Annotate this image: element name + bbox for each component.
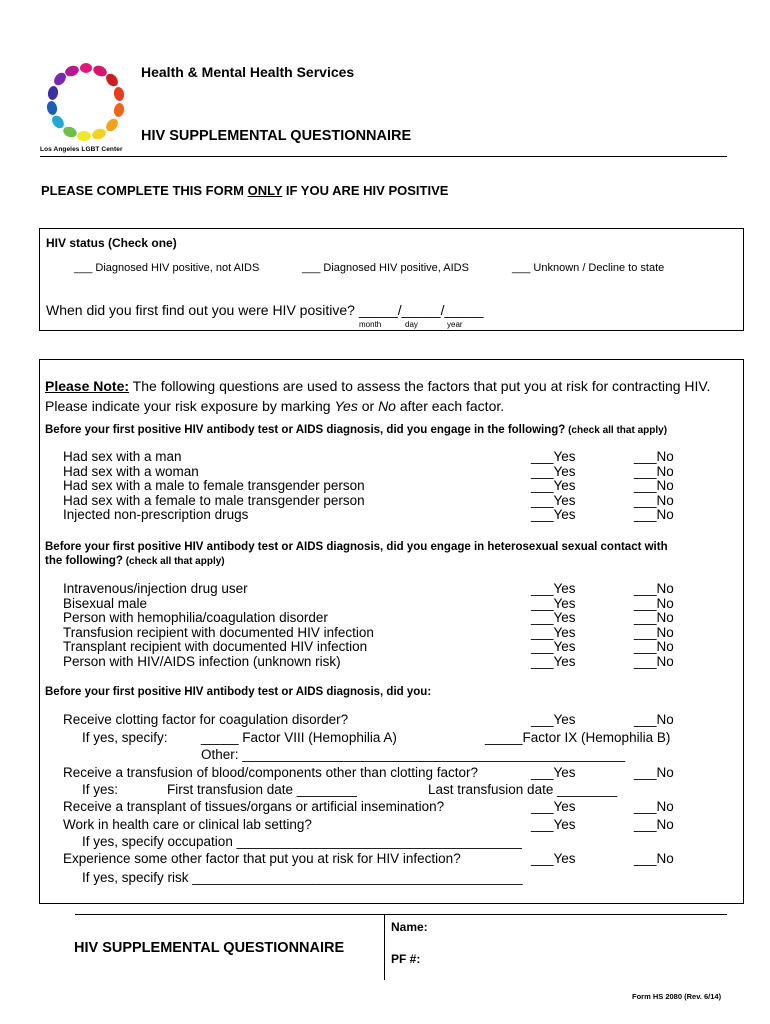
no-checkbox[interactable]: ___No xyxy=(634,624,674,640)
no-checkbox[interactable]: ___No xyxy=(634,639,674,654)
other-risk-field[interactable]: If yes, specify risk ____________________________________________ xyxy=(82,870,523,885)
no-checkbox[interactable]: ___No xyxy=(634,851,674,866)
center-logo xyxy=(38,60,134,144)
note-label: Please Note: xyxy=(45,378,130,394)
yes-checkbox[interactable]: ___Yes xyxy=(531,595,576,611)
yes-checkbox[interactable]: ___Yes xyxy=(531,507,576,522)
section1-items xyxy=(63,450,365,523)
logo-petal xyxy=(50,113,67,130)
no-checkbox[interactable]: ___No xyxy=(634,449,674,464)
yes-checkbox[interactable]: ___Yes xyxy=(531,799,576,814)
logo-petal xyxy=(113,102,125,118)
section2-heading: Before your first positive HIV antibody test or AIDS diagnosis, did you engage in heterosexual sexual contact with the following? (check all that apply) xyxy=(45,541,668,567)
yes-checkbox[interactable]: ___Yes xyxy=(531,463,576,479)
factor-viii-option[interactable]: _____ Factor VIII (Hemophilia A) xyxy=(201,730,397,745)
yes-checkbox[interactable]: ___Yes xyxy=(531,624,576,640)
logo-petal xyxy=(47,85,59,101)
section1-heading: Before your first positive HIV antibody test or AIDS diagnosis, did you engage in the following? (check all that apply) xyxy=(45,424,668,436)
list-item: Had sex with a woman xyxy=(63,463,199,479)
no-checkbox[interactable]: ___No xyxy=(634,799,674,814)
factor-ix-option[interactable]: _____Factor IX (Hemophilia B) xyxy=(485,730,671,745)
section2-no-column xyxy=(634,582,674,669)
yes-checkbox[interactable]: ___Yes xyxy=(531,610,576,625)
yes-checkbox[interactable]: ___Yes xyxy=(531,639,576,654)
no-checkbox[interactable]: ___No xyxy=(634,463,674,479)
note-line-2: Please indicate your risk exposure by marking Yes or No after each factor. xyxy=(45,398,505,414)
yes-checkbox[interactable]: ___Yes xyxy=(531,765,576,780)
date-label-year: year xyxy=(447,320,463,329)
footer-divider xyxy=(75,914,727,915)
note-line-1: Please Note: The following questions are used to assess the factors that put you at risk for contracting HIV. xyxy=(45,378,711,394)
logo-petal xyxy=(46,100,58,116)
logo-petal xyxy=(77,131,91,141)
status-option-aids[interactable]: ___ Diagnosed HIV positive, AIDS xyxy=(302,262,469,274)
logo-petal xyxy=(91,127,108,141)
yes-checkbox[interactable]: ___Yes xyxy=(531,851,576,866)
yes-checkbox[interactable]: ___Yes xyxy=(531,492,576,508)
logo-petal xyxy=(92,64,109,79)
list-item: Transplant recipient with documented HIV infection xyxy=(63,639,368,654)
q-transfusion-ifyes-label: If yes: xyxy=(82,782,119,797)
q-transfusion: Receive a transfusion of blood/components other than clotting factor? xyxy=(63,765,478,780)
q-other-factor: Experience some other factor that put you at risk for HIV infection? xyxy=(63,851,461,866)
no-checkbox[interactable]: ___No xyxy=(634,817,674,832)
list-item: Intravenous/injection drug user xyxy=(63,581,248,596)
status-option-not-aids[interactable]: ___ Diagnosed HIV positive, not AIDS xyxy=(74,262,260,274)
header-divider xyxy=(40,156,727,157)
form-instruction: PLEASE COMPLETE THIS FORM ONLY IF YOU ARE HIV POSITIVE xyxy=(41,183,449,198)
section2-yes-column xyxy=(531,582,576,669)
logo-petal xyxy=(113,86,125,102)
logo-petal xyxy=(104,116,121,133)
date-label-month: month xyxy=(359,320,382,329)
no-checkbox[interactable]: ___No xyxy=(634,765,674,780)
no-checkbox[interactable]: ___No xyxy=(634,478,674,493)
q-transplant: Receive a transplant of tissues/organs or artificial insemination? xyxy=(63,799,445,814)
page-title: HIV SUPPLEMENTAL QUESTIONNAIRE xyxy=(141,128,412,144)
yes-checkbox[interactable]: ___Yes xyxy=(531,581,576,596)
section1-yes-column xyxy=(531,450,576,523)
no-checkbox[interactable]: ___No xyxy=(634,492,674,508)
first-transfusion-date-field[interactable]: First transfusion date ________ xyxy=(167,782,357,797)
department-name: Health & Mental Health Services xyxy=(141,64,355,80)
section3-heading: Before your first positive HIV antibody test or AIDS diagnosis, did you: xyxy=(45,686,432,698)
no-checkbox[interactable]: ___No xyxy=(634,507,674,522)
logo-petal xyxy=(64,64,81,78)
list-item: Injected non-prescription drugs xyxy=(63,507,249,522)
q-clotting-ifyes-label: If yes, specify: xyxy=(82,730,168,745)
yes-checkbox[interactable]: ___Yes xyxy=(531,653,576,669)
pf-number-field-label[interactable]: PF #: xyxy=(391,952,421,966)
yes-checkbox[interactable]: ___Yes xyxy=(531,449,576,464)
no-checkbox[interactable]: ___No xyxy=(634,712,674,727)
name-field-label[interactable]: Name: xyxy=(391,920,428,934)
diagnosis-date-question[interactable]: When did you first find out you were HIV positive? _____/_____/_____ xyxy=(46,302,484,318)
org-caption: Los Angeles LGBT Center xyxy=(40,146,123,153)
yes-checkbox[interactable]: ___Yes xyxy=(531,478,576,493)
list-item: Person with hemophilia/coagulation disorder xyxy=(63,610,328,625)
logo-petal xyxy=(62,125,79,139)
clotting-other-field[interactable]: Other: ___________________________________________________ xyxy=(201,747,626,762)
list-item: Had sex with a female to male transgender person xyxy=(63,492,365,508)
list-item: Bisexual male xyxy=(63,595,148,611)
no-checkbox[interactable]: ___No xyxy=(634,595,674,611)
q-clotting-factor: Receive clotting factor for coagulation disorder? xyxy=(63,712,349,727)
form-number: Form HS 2080 (Rev. 6/14) xyxy=(632,992,722,1001)
list-item: Had sex with a man xyxy=(63,449,182,464)
instruction-emphasis: ONLY xyxy=(247,183,283,198)
list-item: Transfusion recipient with documented HIV infection xyxy=(63,624,374,640)
list-item: Person with HIV/AIDS infection (unknown risk) xyxy=(63,653,341,669)
footer-title: HIV SUPPLEMENTAL QUESTIONNAIRE xyxy=(74,940,345,956)
yes-checkbox[interactable]: ___Yes xyxy=(531,712,576,727)
list-item: Had sex with a male to female transgender person xyxy=(63,478,365,493)
section2-items xyxy=(63,582,374,669)
status-option-unknown[interactable]: ___ Unknown / Decline to state xyxy=(512,262,665,274)
yes-checkbox[interactable]: ___Yes xyxy=(531,817,576,832)
no-checkbox[interactable]: ___No xyxy=(634,610,674,625)
last-transfusion-date-field[interactable]: Last transfusion date ________ xyxy=(428,782,618,797)
section1-no-column xyxy=(634,450,674,523)
footer-vertical-divider xyxy=(384,914,385,980)
logo-petal xyxy=(80,63,92,73)
occupation-field[interactable]: If yes, specify occupation ______________________________________ xyxy=(82,834,522,849)
date-label-day: day xyxy=(405,320,418,329)
no-checkbox[interactable]: ___No xyxy=(634,653,674,669)
q-health-care-work: Work in health care or clinical lab setting? xyxy=(63,817,312,832)
status-heading: HIV status (Check one) xyxy=(46,236,177,250)
no-checkbox[interactable]: ___No xyxy=(634,581,674,596)
